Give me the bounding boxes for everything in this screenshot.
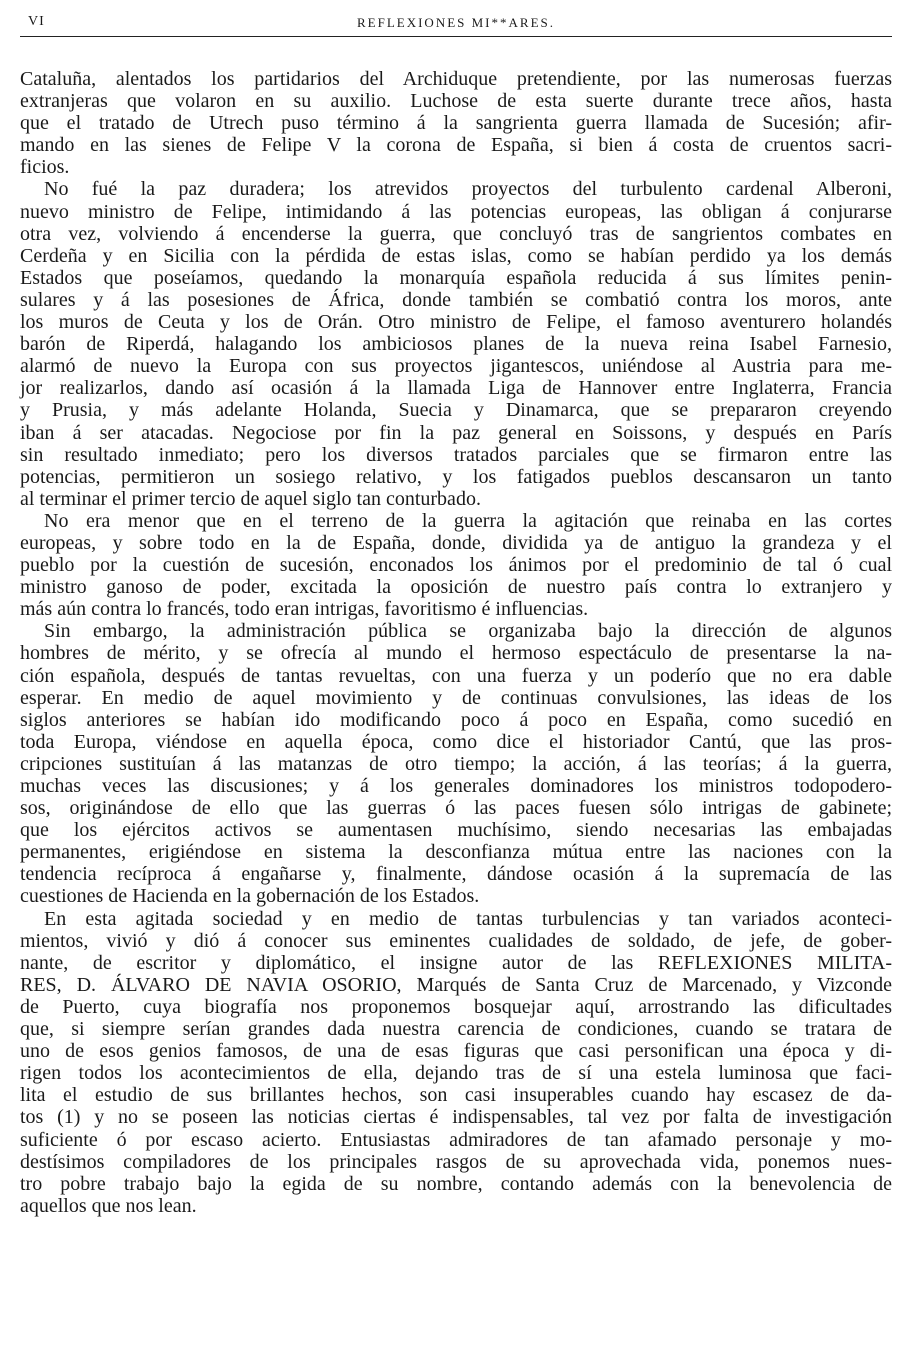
text-line: y Prusia, y más adelante Holanda, Suecia y Dinamarca, que se prepararon creyendo — [20, 399, 892, 422]
text-line: que los ejércitos activos se aumentasen muchísimo, siendo necesarias las embajadas — [20, 819, 892, 842]
text-line: al terminar el primer tercio de aquel siglo tan conturbado. — [20, 487, 481, 510]
text-line: ficios. — [20, 156, 70, 179]
book-page — [20, 10, 892, 1217]
text-line: sos, originándose de ello que las guerras ó las paces fuesen sólo intrigas de gabinete; — [20, 797, 892, 820]
text-line: muchas veces las discusiones; y á los generales dominadores los ministros todopodero- — [20, 775, 892, 797]
page-number: VI — [28, 14, 45, 29]
text-line: Sin embargo, la administración pública se organizaba bajo la dirección de algunos — [44, 620, 892, 643]
text-line: En esta agitada sociedad y en medio de tantas turbulencias y tan variados aconteci- — [44, 907, 892, 930]
text-line: potencias, permitieron un sosiego relativo, y los fatigados pueblos descansaron un tanto — [20, 465, 892, 488]
text-line: RES, D. ÁLVARO DE NAVIA OSORIO, Marqués de Santa Cruz de Marcenado, y Vizconde — [20, 973, 892, 996]
text-line: toda Europa, viéndose en aquella época, como dice el historiador Cantú, que las pros- — [20, 730, 892, 753]
text-line: tro pobre trabajo bajo la egida de su nombre, contando además con la benevolencia de — [20, 1172, 892, 1195]
text-line: jor realizarlos, dando así ocasión á la llamada Liga de Hannover entre Inglaterra, Francia — [20, 377, 892, 400]
text-line: uno de esos genios famosos, de una de esas figuras que casi personifican una época y di- — [20, 1040, 892, 1063]
text-line: tendencia recíproca á engañarse y, finalmente, dándose ocasión á la supremacía de las — [20, 863, 892, 886]
text-line: suficiente ó por escaso acierto. Entusiastas admiradores de tan afamado personaje y mo- — [20, 1128, 892, 1151]
text-line: barón de Riperdá, halagando los ambiciosos planes de la nueva reina Isabel Farnesio, — [20, 333, 892, 356]
text-line: Estados que poseíamos, quedando la monarquía española reducida á sus límites penin- — [20, 266, 892, 289]
text-line: permanentes, erigiéndose en sistema la desconfianza mútua entre las naciones con la — [20, 841, 892, 864]
text-line: hombres de mérito, y se ofrecía al mundo el hermoso espectáculo de presentarse la na- — [20, 642, 892, 665]
text-line: los muros de Ceuta y los de Orán. Otro ministro de Felipe, el famoso aventurero holandés — [20, 311, 892, 334]
text-line: destísimos compiladores de los principales rasgos de su aprovechada vida, ponemos nues- — [20, 1150, 892, 1173]
text-line: que, si siempre serían grandes dada nuestra carencia de condiciones, cuando se tratara de — [20, 1018, 892, 1041]
text-line: esperar. En medio de aquel movimiento y de continuas convulsiones, las ideas de los — [20, 686, 892, 709]
text-line: No era menor que en el terreno de la guerra la agitación que reinaba en las cortes — [44, 509, 892, 532]
text-line: pueblo por la cuestión de sucesión, enconados los ánimos por el predominio de tal ó cual — [20, 554, 892, 577]
text-line: tos (1) y no se poseen las noticias ciertas é indispensables, tal vez por falta de investigación — [20, 1106, 892, 1129]
text-line: No fué la paz duradera; los atrevidos proyectos del turbulento cardenal Alberoni, — [44, 178, 892, 201]
text-line: Cerdeña y en Sicilia con la pérdida de estas islas, como se habían perdido ya los demás — [20, 244, 892, 267]
text-line: sulares y á las posesiones de África, donde también se combatió contra los moros, ante — [20, 288, 892, 311]
text-line: cuestiones de Hacienda en la gobernación de los Estados. — [20, 885, 480, 908]
text-line: que el tratado de Utrech puso término á la sangrienta guerra llamada de Sucesión; afir- — [20, 112, 892, 135]
text-line: mientos, vivió y dió á conocer sus eminentes cualidades de soldado, de jefe, de gober- — [20, 929, 892, 952]
text-line: ción española, después de tantas revueltas, con una fuerza y un poderío que no era dable — [20, 664, 892, 687]
text-line: Cataluña, alentados los partidarios del Archiduque pretendiente, por las numerosas fuerzas — [20, 68, 892, 90]
text-line: más aún contra lo francés, todo eran intrigas, favoritismo é influencias. — [20, 598, 589, 621]
text-line: de Puerto, cuya biografía nos proponemos bosquejar aquí, arrostrando las dificultades — [20, 995, 892, 1018]
text-line: iban á ser atacadas. Negociose por fin la paz general en Soissons, y después en París — [20, 421, 892, 444]
text-line: extranjeras que volaron en su auxilio. Luchose de esta suerte durante trece años, hasta — [20, 90, 892, 113]
text-line: ministro ganoso de poder, excitada la oposición de nuestro país contra lo extranjero y — [20, 576, 892, 599]
text-line: nante, de escritor y diplomático, el insigne autor de las REFLEXIONES MILITA- — [20, 951, 892, 974]
text-line: lita el estudio de sus brillantes hechos, son casi insuperables cuando hay escasez de da- — [20, 1084, 892, 1107]
body-text — [20, 68, 892, 1217]
running-title: REFLEXIONES MI**ARES. — [356, 15, 555, 30]
text-line: europeas, y sobre todo en la de España, donde, dividida ya de antiguo la grandeza y el — [20, 531, 892, 554]
text-line: mando en las sienes de Felipe V la corona de España, si bien á costa de cruentos sacri- — [20, 134, 892, 157]
text-line: alarmó de nuevo la Europa con sus proyectos jigantescos, uniéndose al Austria para me- — [20, 355, 892, 378]
text-line: siglos anteriores se habían ido modificando poco á poco en España, como sucedió en — [20, 708, 892, 731]
text-line: rigen todos los acontecimientos de ella, dejando tras de sí una estela luminosa que faci- — [20, 1062, 892, 1085]
text-line: sin resultado inmediato; pero los diversos tratados parciales que se firmaron entre las — [20, 443, 892, 466]
text-line: otra vez, volviendo á encenderse la guerra, que concluyó tras de sangrientos combates en — [20, 222, 892, 245]
text-line: cripciones sustituían á las matanzas de otro tiempo; la acción, á las teorías; á la guerra, — [20, 752, 892, 775]
running-header — [20, 10, 892, 37]
text-line: aquellos que nos lean. — [20, 1194, 197, 1217]
text-line: nuevo ministro de Felipe, intimidando á las potencias europeas, las obligan á conjurarse — [20, 200, 892, 223]
